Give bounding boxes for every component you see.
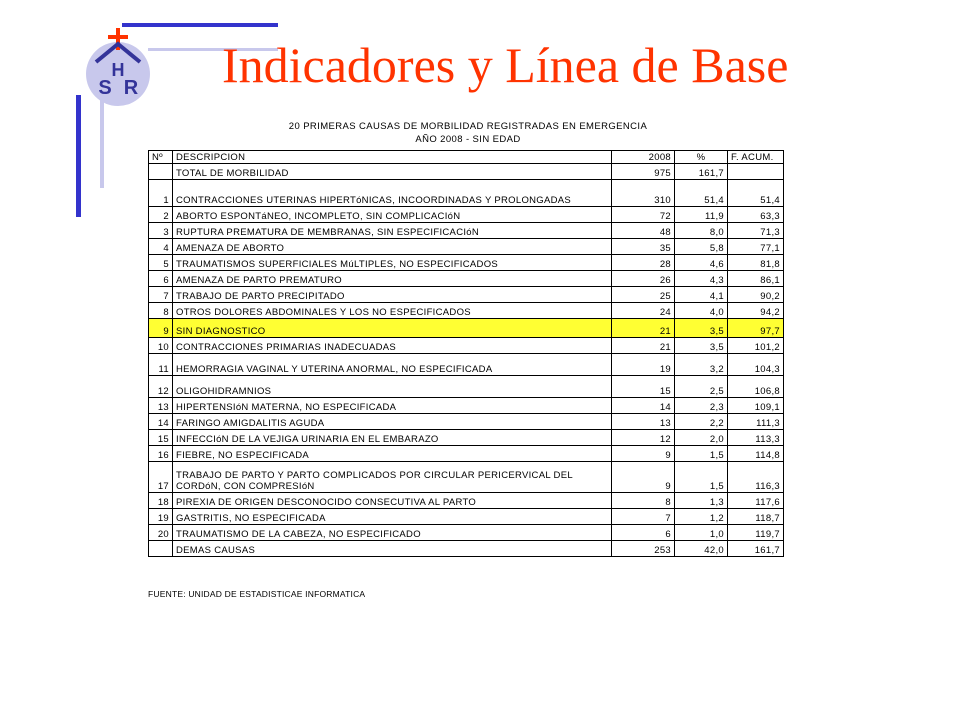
table-row xyxy=(149,446,784,462)
row-cumulative: 119,7 xyxy=(728,525,784,541)
row-description: HEMORRAGIA VAGINAL Y UTERINA ANORMAL, NO ESPECIFICADA xyxy=(173,354,612,376)
row-number: 11 xyxy=(149,354,173,376)
row-description: PIREXIA DE ORIGEN DESCONOCIDO CONSECUTIVA AL PARTO xyxy=(173,493,612,509)
row-description: TOTAL DE MORBILIDAD xyxy=(173,164,612,180)
row-count-2008: 48 xyxy=(612,223,675,239)
row-cumulative: 94,2 xyxy=(728,303,784,319)
row-percent: 4,6 xyxy=(675,255,728,271)
row-number: 9 xyxy=(149,319,173,338)
row-percent: 11,9 xyxy=(675,207,728,223)
row-percent: 1,3 xyxy=(675,493,728,509)
row-number xyxy=(149,164,173,180)
row-description: INFECCIóN DE LA VEJIGA URINARIA EN EL EMBARAZO xyxy=(173,430,612,446)
row-description: RUPTURA PREMATURA DE MEMBRANAS, SIN ESPECIFICACIóN xyxy=(173,223,612,239)
row-number: 19 xyxy=(149,509,173,525)
table-row xyxy=(149,354,784,376)
row-description: DEMAS CAUSAS xyxy=(173,541,612,557)
table-row xyxy=(149,525,784,541)
row-cumulative: 114,8 xyxy=(728,446,784,462)
row-number: 14 xyxy=(149,414,173,430)
row-percent: 8,0 xyxy=(675,223,728,239)
table-title: 20 PRIMERAS CAUSAS DE MORBILIDAD REGISTRADAS EN EMERGENCIA xyxy=(288,121,648,132)
row-count-2008: 8 xyxy=(612,493,675,509)
row-count-2008: 19 xyxy=(612,354,675,376)
row-description: CONTRACCIONES UTERINAS HIPERTóNICAS, INCOORDINADAS Y PROLONGADAS xyxy=(173,180,612,207)
row-count-2008: 13 xyxy=(612,414,675,430)
row-percent: 5,8 xyxy=(675,239,728,255)
table-row xyxy=(149,541,784,557)
decorative-line-vertical-blue xyxy=(76,95,81,217)
row-description: TRAUMATISMO DE LA CABEZA, NO ESPECIFICADO xyxy=(173,525,612,541)
row-number: 7 xyxy=(149,287,173,303)
row-cumulative: 97,7 xyxy=(728,319,784,338)
row-cumulative: 104,3 xyxy=(728,354,784,376)
table-row xyxy=(149,430,784,446)
header-cumulative: F. ACUM. xyxy=(728,151,784,164)
row-percent: 2,2 xyxy=(675,414,728,430)
row-cumulative: 111,3 xyxy=(728,414,784,430)
row-count-2008: 7 xyxy=(612,509,675,525)
row-cumulative xyxy=(728,164,784,180)
row-description: CONTRACCIONES PRIMARIAS INADECUADAS xyxy=(173,338,612,354)
table-header-row xyxy=(149,151,784,164)
row-percent: 3,5 xyxy=(675,319,728,338)
row-number: 10 xyxy=(149,338,173,354)
row-description: TRAUMATISMOS SUPERFICIALES MúLTIPLES, NO ESPECIFICADOS xyxy=(173,255,612,271)
row-number: 20 xyxy=(149,525,173,541)
row-number: 3 xyxy=(149,223,173,239)
row-count-2008: 12 xyxy=(612,430,675,446)
row-description: SIN DIAGNOSTICO xyxy=(173,319,612,338)
row-number: 18 xyxy=(149,493,173,509)
table-row xyxy=(149,376,784,398)
row-percent: 161,7 xyxy=(675,164,728,180)
row-cumulative: 86,1 xyxy=(728,271,784,287)
table-row xyxy=(149,287,784,303)
row-percent: 1,2 xyxy=(675,509,728,525)
row-cumulative: 71,3 xyxy=(728,223,784,239)
row-count-2008: 35 xyxy=(612,239,675,255)
row-count-2008: 6 xyxy=(612,525,675,541)
table-row xyxy=(149,509,784,525)
row-description: TRABAJO DE PARTO PRECIPITADO xyxy=(173,287,612,303)
row-cumulative: 161,7 xyxy=(728,541,784,557)
row-number: 13 xyxy=(149,398,173,414)
row-percent: 1,5 xyxy=(675,462,728,493)
row-count-2008: 26 xyxy=(612,271,675,287)
row-percent: 3,5 xyxy=(675,338,728,354)
row-description: FIEBRE, NO ESPECIFICADA xyxy=(173,446,612,462)
row-count-2008: 15 xyxy=(612,376,675,398)
row-cumulative: 106,8 xyxy=(728,376,784,398)
row-cumulative: 51,4 xyxy=(728,180,784,207)
row-description: OTROS DOLORES ABDOMINALES Y LOS NO ESPECIFICADOS xyxy=(173,303,612,319)
row-cumulative: 63,3 xyxy=(728,207,784,223)
table-row xyxy=(149,398,784,414)
row-description: TRABAJO DE PARTO Y PARTO COMPLICADOS POR CIRCULAR PERICERVICAL DEL CORDóN, CON COMPRESIóN xyxy=(173,462,612,493)
row-count-2008: 9 xyxy=(612,462,675,493)
decorative-line-horizontal-blue xyxy=(122,23,278,27)
table-row xyxy=(149,303,784,319)
row-cumulative: 117,6 xyxy=(728,493,784,509)
table-source-note: FUENTE: UNIDAD DE ESTADISTICAE INFORMATICA xyxy=(148,589,366,599)
slide-title: Indicadores y Línea de Base xyxy=(222,37,789,93)
table-row xyxy=(149,180,784,207)
row-percent: 1,5 xyxy=(675,446,728,462)
row-percent: 4,1 xyxy=(675,287,728,303)
row-number: 6 xyxy=(149,271,173,287)
row-count-2008: 975 xyxy=(612,164,675,180)
row-percent: 3,2 xyxy=(675,354,728,376)
table-row xyxy=(149,414,784,430)
row-number: 5 xyxy=(149,255,173,271)
table-row xyxy=(149,239,784,255)
row-count-2008: 21 xyxy=(612,338,675,354)
table-row xyxy=(149,338,784,354)
table-row xyxy=(149,462,784,493)
logo-letter-h: H xyxy=(111,60,125,80)
row-percent: 2,5 xyxy=(675,376,728,398)
row-percent: 1,0 xyxy=(675,525,728,541)
row-cumulative: 101,2 xyxy=(728,338,784,354)
row-percent: 42,0 xyxy=(675,541,728,557)
row-description: AMENAZA DE PARTO PREMATURO xyxy=(173,271,612,287)
header-num: Nº xyxy=(149,151,173,164)
header-description: DESCRIPCION xyxy=(173,151,612,164)
row-number: 2 xyxy=(149,207,173,223)
table-row xyxy=(149,223,784,239)
table-row xyxy=(149,255,784,271)
row-percent: 2,0 xyxy=(675,430,728,446)
row-description: AMENAZA DE ABORTO xyxy=(173,239,612,255)
hospital-logo xyxy=(78,28,158,108)
row-number xyxy=(149,541,173,557)
table-row xyxy=(149,207,784,223)
header-year: 2008 xyxy=(612,151,675,164)
row-percent: 4,0 xyxy=(675,303,728,319)
row-number: 17 xyxy=(149,462,173,493)
row-description: OLIGOHIDRAMNIOS xyxy=(173,376,612,398)
row-count-2008: 14 xyxy=(612,398,675,414)
row-cumulative: 116,3 xyxy=(728,462,784,493)
row-description: ABORTO ESPONTáNEO, INCOMPLETO, SIN COMPLICACIóN xyxy=(173,207,612,223)
table-row xyxy=(149,164,784,180)
row-count-2008: 72 xyxy=(612,207,675,223)
row-cumulative: 113,3 xyxy=(728,430,784,446)
row-percent: 4,3 xyxy=(675,271,728,287)
row-number: 16 xyxy=(149,446,173,462)
row-cumulative: 118,7 xyxy=(728,509,784,525)
row-cumulative: 77,1 xyxy=(728,239,784,255)
row-count-2008: 253 xyxy=(612,541,675,557)
morbidity-table xyxy=(148,150,784,557)
logo-letter-s: S xyxy=(98,77,112,99)
row-cumulative: 90,2 xyxy=(728,287,784,303)
header-percent: % xyxy=(675,151,728,164)
table-row xyxy=(149,319,784,338)
row-count-2008: 25 xyxy=(612,287,675,303)
row-percent: 51,4 xyxy=(675,180,728,207)
logo-cross-horizontal xyxy=(108,35,128,39)
row-percent: 2,3 xyxy=(675,398,728,414)
row-count-2008: 24 xyxy=(612,303,675,319)
row-description: GASTRITIS, NO ESPECIFICADA xyxy=(173,509,612,525)
row-count-2008: 9 xyxy=(612,446,675,462)
row-count-2008: 310 xyxy=(612,180,675,207)
row-count-2008: 28 xyxy=(612,255,675,271)
row-number: 8 xyxy=(149,303,173,319)
row-number: 15 xyxy=(149,430,173,446)
row-cumulative: 81,8 xyxy=(728,255,784,271)
row-number: 4 xyxy=(149,239,173,255)
row-number: 12 xyxy=(149,376,173,398)
row-count-2008: 21 xyxy=(612,319,675,338)
row-description: FARINGO AMIGDALITIS AGUDA xyxy=(173,414,612,430)
table-row xyxy=(149,493,784,509)
row-number: 1 xyxy=(149,180,173,207)
row-description: HIPERTENSIóN MATERNA, NO ESPECIFICADA xyxy=(173,398,612,414)
table-subtitle: AÑO 2008 - SIN EDAD xyxy=(415,134,521,145)
logo-letter-r: R xyxy=(123,77,139,99)
table-row xyxy=(149,271,784,287)
row-cumulative: 109,1 xyxy=(728,398,784,414)
